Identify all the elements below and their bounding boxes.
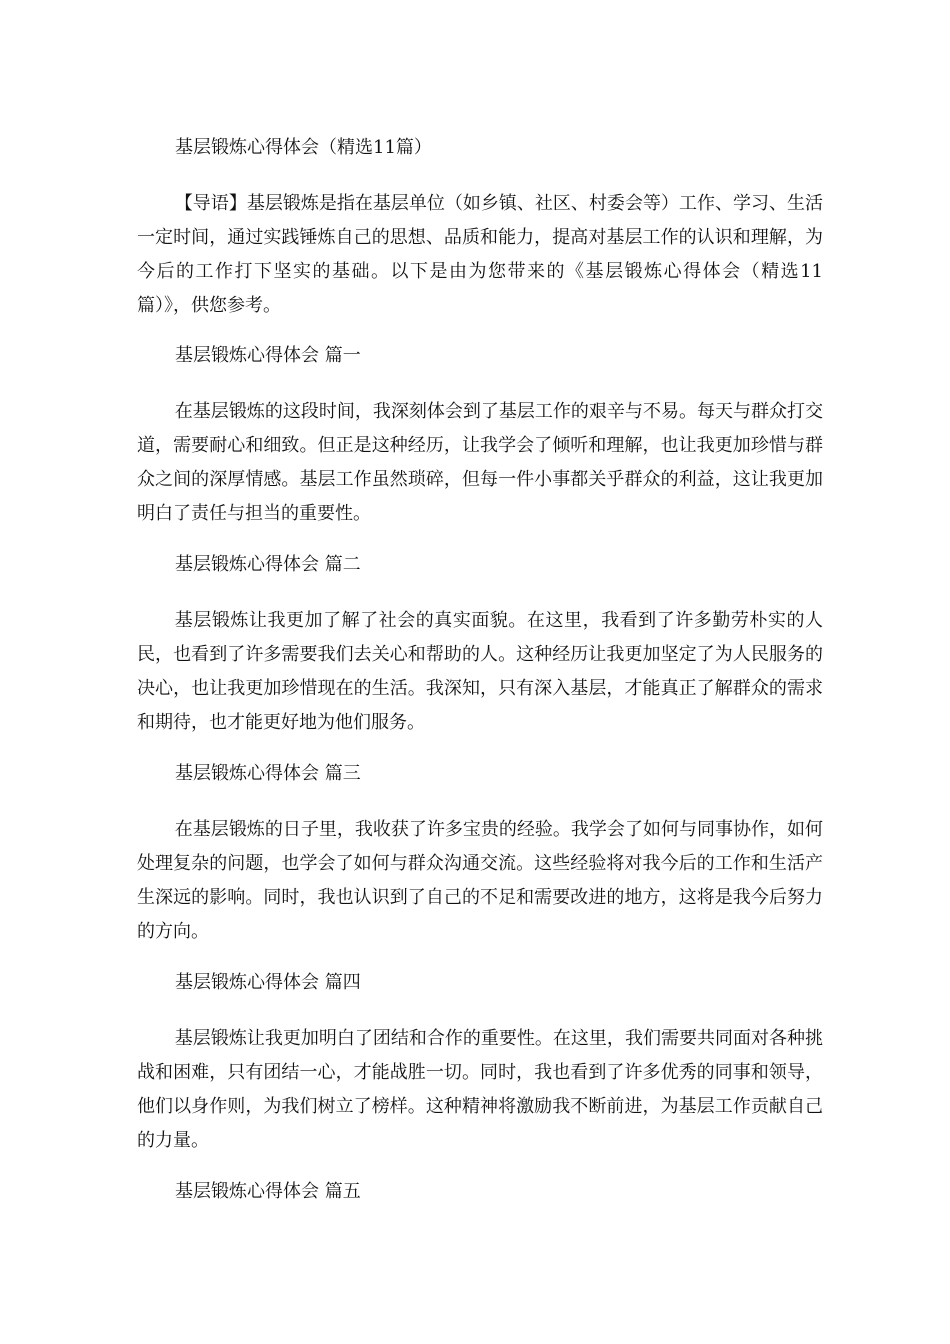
- section-heading-2: 基层锻炼心得体会 篇二: [175, 554, 361, 575]
- section-heading-1: 基层锻炼心得体会 篇一: [175, 345, 361, 366]
- section-body-1: 在基层锻炼的这段时间，我深刻体会到了基层工作的艰辛与不易。每天与群众打交道，需要耐心和细致。但正是这种经历，让我学会了倾听和理解，也让我更加珍惜与群众之间的深厚情感。基层工作虽然琐碎，但每一件小事都关乎群众的利益，这让我更加明白了责任与担当的重要性。: [137, 401, 823, 524]
- section-body-3: 在基层锻炼的日子里，我收获了许多宝贵的经验。我学会了如何与同事协作，如何处理复杂的问题，也学会了如何与群众沟通交流。这些经验将对我今后的工作和生活产生深远的影响。同时，我也认识到了自己的不足和需要改进的地方，这将是我今后努力的方向。: [137, 819, 823, 942]
- intro-paragraph: 【导语】基层锻炼是指在基层单位（如乡镇、社区、村委会等）工作、学习、生活一定时间，通过实践锤炼自己的思想、品质和能力，提高对基层工作的认识和理解，为今后的工作打下坚实的基础。以下是由为您带来的《基层锻炼心得体会（精选11篇）》，供您参考。: [137, 193, 823, 316]
- section-heading-4: 基层锻炼心得体会 篇四: [175, 972, 361, 993]
- section-body-4: 基层锻炼让我更加明白了团结和合作的重要性。在这里，我们需要共同面对各种挑战和困难，只有团结一心，才能战胜一切。同时，我也看到了许多优秀的同事和领导，他们以身作则，为我们树立了榜样。这种精神将激励我不断前进，为基层工作贡献自己的力量。: [137, 1028, 823, 1151]
- section-heading-3: 基层锻炼心得体会 篇三: [175, 763, 361, 784]
- section-heading-5: 基层锻炼心得体会 篇五: [175, 1181, 361, 1202]
- section-body-2: 基层锻炼让我更加了解了社会的真实面貌。在这里，我看到了许多勤劳朴实的人民，也看到了许多需要我们去关心和帮助的人。这种经历让我更加坚定了为人民服务的决心，也让我更加珍惜现在的生活。我深知，只有深入基层，才能真正了解群众的需求和期待，也才能更好地为他们服务。: [137, 610, 823, 733]
- document-title: 基层锻炼心得体会（精选11篇）: [175, 137, 432, 158]
